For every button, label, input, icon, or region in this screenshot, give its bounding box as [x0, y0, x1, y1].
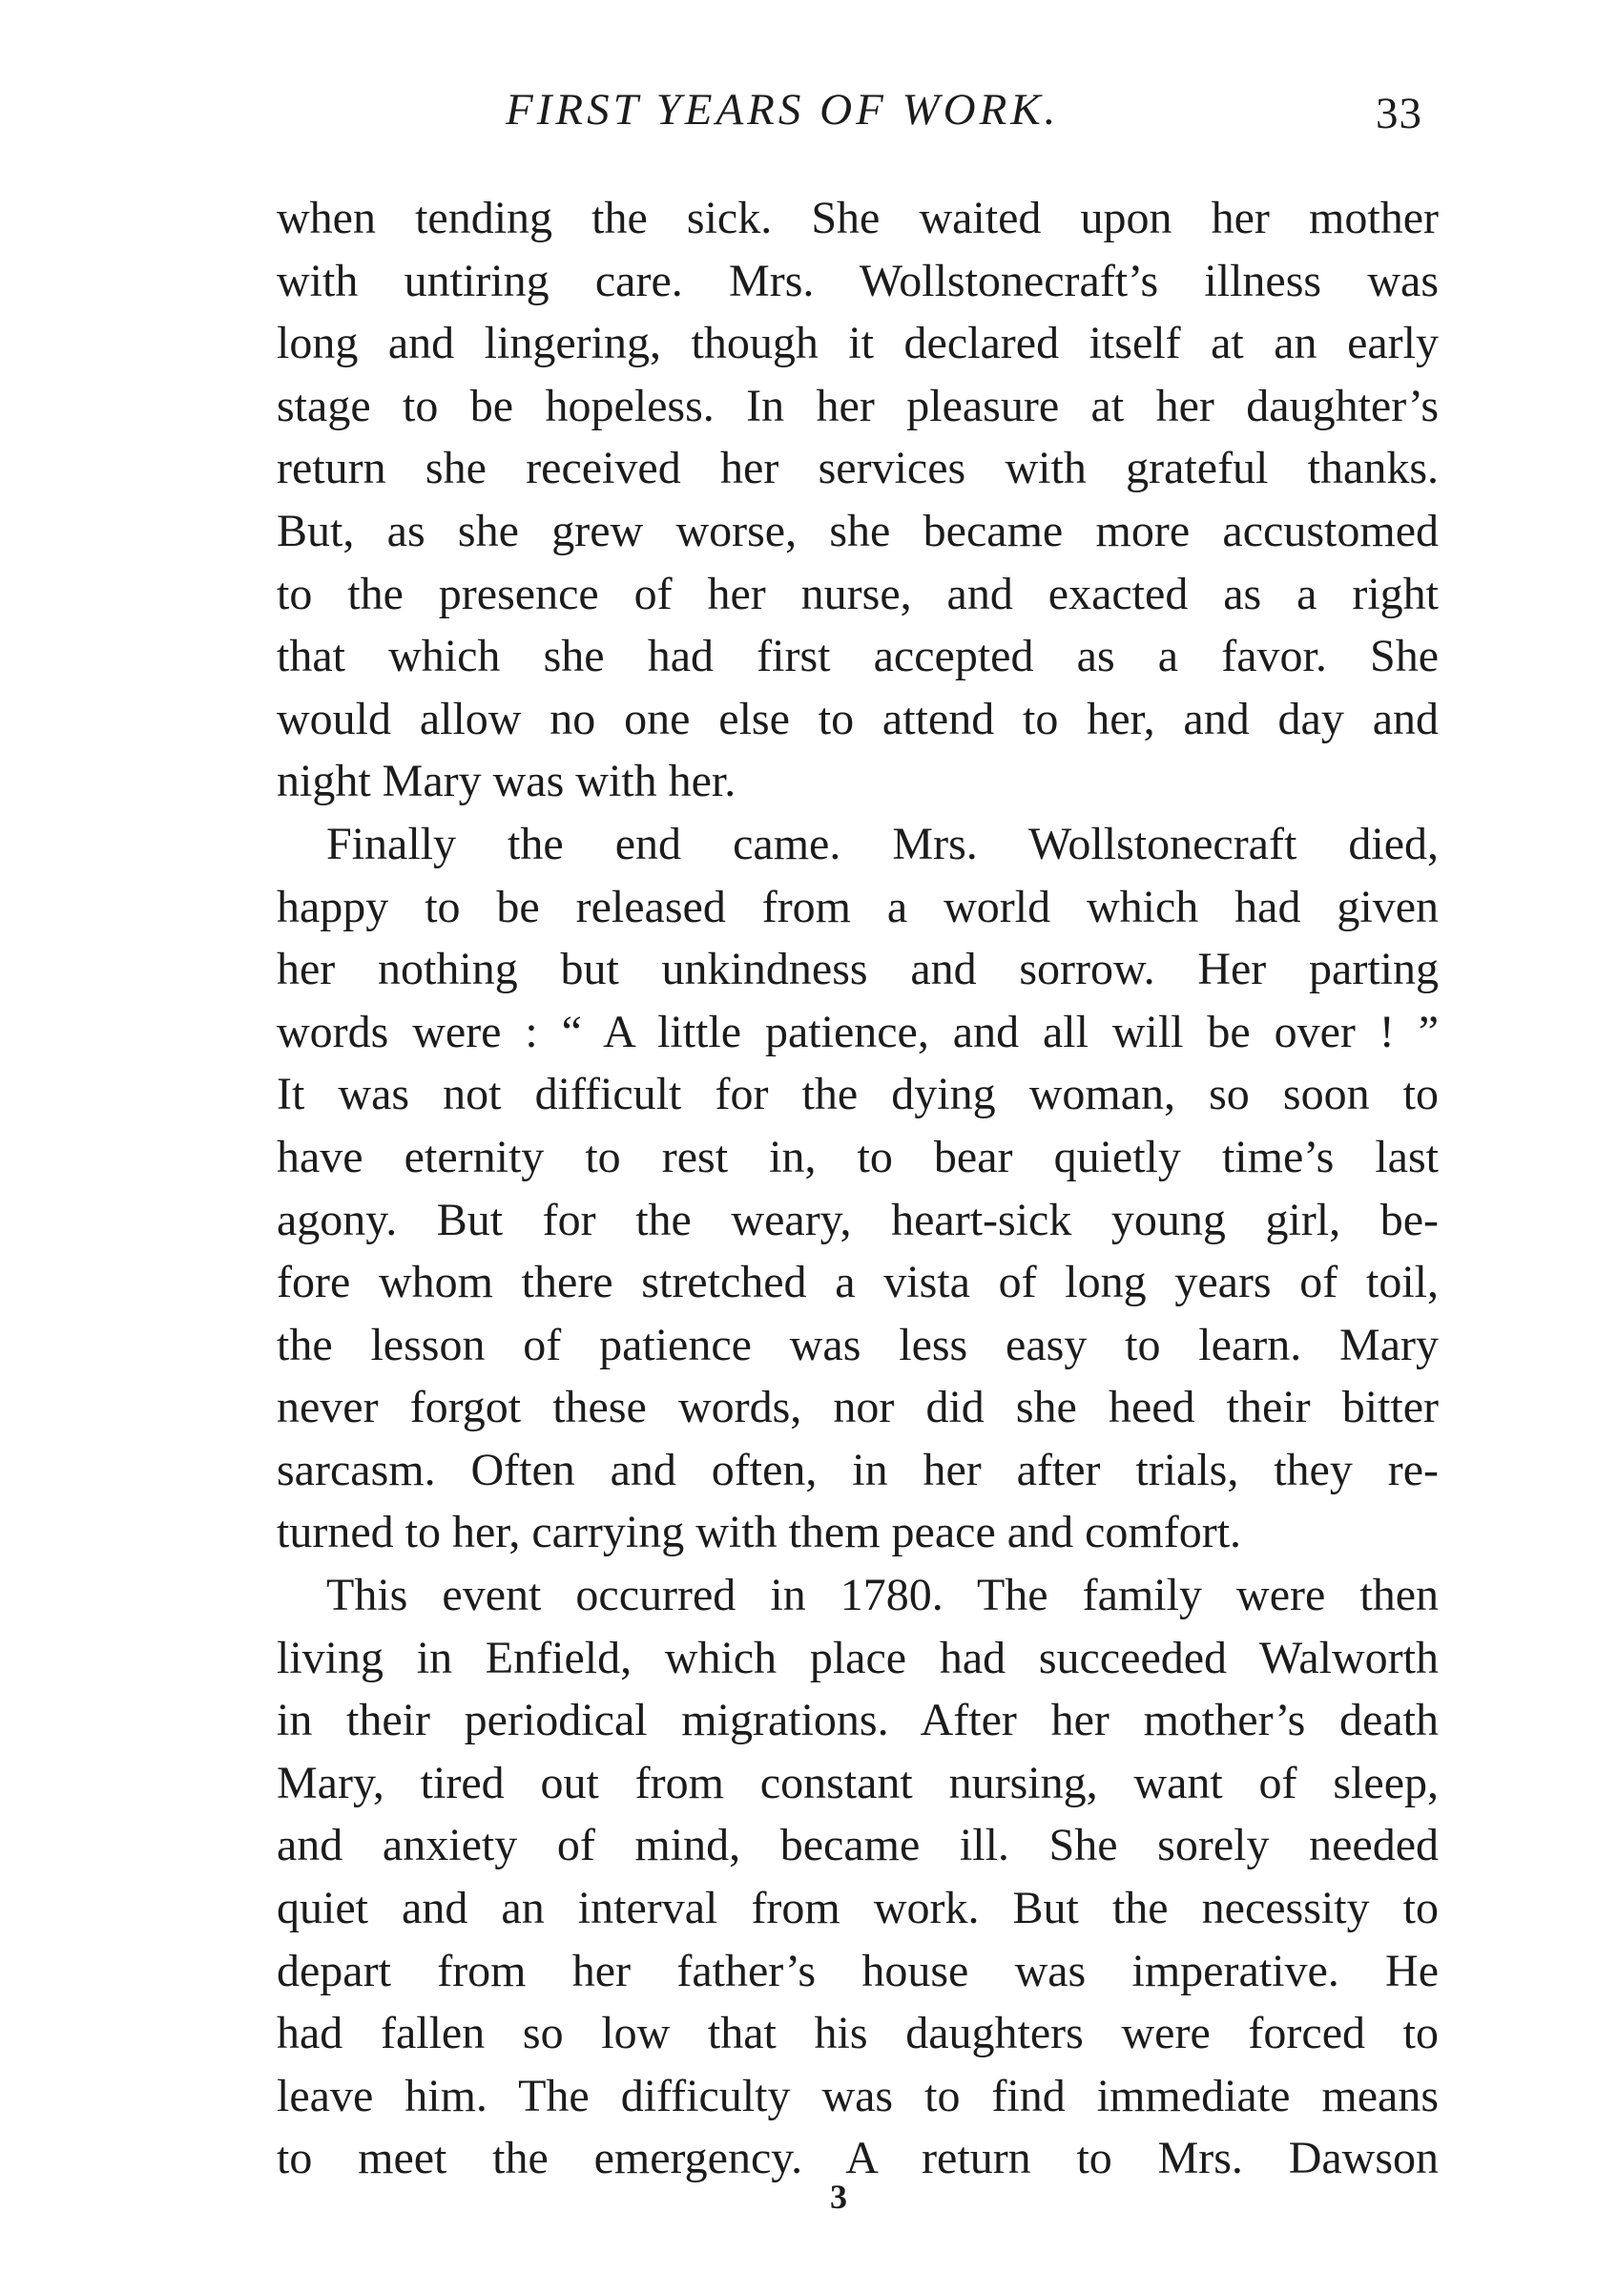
text-line: have eternity to rest in, to bear quietly time’s last — [277, 1131, 1439, 1182]
text-line: agony. But for the weary, heart-sick young girl, be- — [277, 1194, 1439, 1245]
text-line: It was not difficult for the dying woman, so soon to — [277, 1069, 1439, 1120]
text-line: the lesson of patience was less easy to learn. Mary — [277, 1319, 1439, 1370]
text-line: had fallen so low that his daughters were forced to — [277, 2008, 1439, 2059]
text-line: But, as she grew worse, she became more accustomed — [277, 505, 1439, 556]
text-line: Finally the end came. Mrs. Wollstonecraft died, — [326, 818, 1439, 869]
text-line: words were : “ A little patience, and all will be over ! ” — [277, 1006, 1439, 1057]
text-line: and anxiety of mind, became ill. She sorely needed — [277, 1820, 1439, 1871]
text-line: This event occurred in 1780. The family were then — [326, 1570, 1439, 1621]
page-number: 33 — [1376, 89, 1422, 138]
text-line: with untiring care. Mrs. Wollstonecraft’s illness was — [277, 255, 1439, 306]
text-line: turned to her, carrying with them peace and comfort. — [277, 1507, 1242, 1558]
running-head: FIRST YEARS OF WORK. — [506, 85, 1060, 135]
text-line: never forgot these words, nor did she heed their bitter — [277, 1382, 1439, 1433]
text-line: return she received her services with grateful thanks. — [277, 443, 1439, 494]
text-line: sarcasm. Often and often, in her after trials, they re- — [277, 1444, 1439, 1495]
text-line: that which she had first accepted as a favor. She — [277, 631, 1439, 682]
text-line: happy to be released from a world which had given — [277, 881, 1439, 932]
text-line: living in Enfield, which place had succeeded Walworth — [277, 1632, 1439, 1683]
text-line: in their periodical migrations. After her mother’s death — [277, 1695, 1439, 1746]
text-line: leave him. The difficulty was to find immediate means — [277, 2070, 1439, 2121]
text-line: stage to be hopeless. In her pleasure at her daughter’s — [277, 380, 1439, 431]
text-line: depart from her father’s house was imperative. He — [277, 1945, 1439, 1996]
text-line: quiet and an interval from work. But the necessity to — [277, 1883, 1439, 1934]
text-line: would allow no one else to attend to her, and day and — [277, 693, 1439, 744]
text-line: her nothing but unkindness and sorrow. Her parting — [277, 944, 1439, 995]
text-line: to meet the emergency. A return to Mrs. Dawson — [277, 2133, 1439, 2184]
text-line: night Mary was with her. — [277, 756, 736, 807]
body-text — [277, 187, 1439, 2190]
text-line: Mary, tired out from constant nursing, want of sleep, — [277, 1757, 1439, 1808]
text-line: to the presence of her nurse, and exacted as a right — [277, 568, 1439, 619]
text-line: long and lingering, though it declared itself at an early — [277, 318, 1439, 369]
text-line: fore whom there stretched a vista of long years of toil, — [277, 1257, 1439, 1308]
signature-mark: 3 — [830, 2178, 847, 2216]
text-line: when tending the sick. She waited upon her mother — [277, 193, 1439, 243]
